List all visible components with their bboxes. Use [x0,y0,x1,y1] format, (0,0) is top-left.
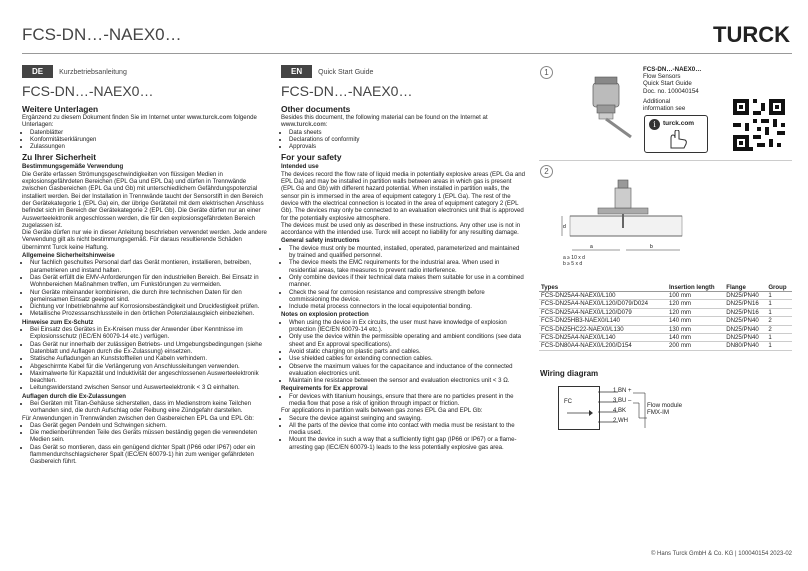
info-model: FCS-DN…-NAEX0… [643,66,702,73]
info-see: information see [643,105,686,113]
list-item: • Das Gerät erfüllt die EMV-Anforderungen für den industriellen Bereich. Bei Einsatz in Wohnbereichen Maßnahmen treffen, um Funkstörungen zu vermeiden. [30,274,269,289]
website-button[interactable] [644,115,708,153]
col-insertion: Insertion length [667,284,724,292]
list-item: • Use shielded cables for extending connection cables. [289,355,526,362]
de-docs-link[interactable]: www.turck.com [186,114,232,121]
list-item: • Bei Geräten mit Titan-Gehäuse sicherstellen, dass im Medienstrom keine Teilchen vorhanden sind, die durch Aufschlag oder Reibung eine Zündgefahr darstellen. [30,400,269,415]
info-line2: Quick Start Guide [643,80,692,88]
en-h-use: Intended use [281,163,319,171]
list-item: • Konformitätserklärungen [30,136,269,143]
list-item: • For devices with titanium housings, ensure that there are no particles present in the media flow that pose a risk of ignition through impact or friction. [289,393,526,408]
turck-logo: TURCK [713,22,790,47]
de-h-docs: Weitere Unterlagen [22,104,99,114]
info-line3: Doc. no. 100040154 [643,87,699,95]
german-column [22,65,269,466]
en-docs-intro: Besides this document, the following material can be found on the Internet at www.turck.com: [281,114,488,129]
en-general-list [281,245,526,311]
de-aux-text: Für Anwendungen in Trennwänden zwischen den Gasbereichen EPL Ga und EPL Gb: [22,414,254,422]
de-general-list [22,259,269,317]
de-use-text-2: Die Geräte dürfen nur wie in dieser Anleitung beschrieben verwendet werden. Jede andere Verwendung gilt als nicht bestimmungsgemäß. Für daraus resultierende Schäden übernimmt Turck keine Haftung. [22,229,267,251]
table-row: FCS-DN25A4-NAEX0/L120/D079 120 mm DN25/PN16 1 [539,308,792,316]
col-flange: Flange [724,284,766,292]
list-item: • Das Gerät so montieren, dass ein genügend dichter Spalt (IP66 oder IP67) oder ein flammendurchschlagsicherer Spalt (IEC/EN 60079-1) hin zum weniger gefährdeten Gasbereich führt. [30,444,269,466]
en-aux-list [281,393,526,408]
pin-3: 3 BU – [613,398,632,404]
de-docs-list [22,129,269,151]
table-row: FCS-DN25HB3-NAEX0/L140 140 mm DN25/PN40 2 [539,317,792,325]
list-item: • When using the device in Ex circuits, the user must have knowledge of explosion protection (IEC/EN 60079-14 etc.). [289,319,526,334]
de-aux-list [22,400,269,415]
en-use-text: The devices record the flow rate of liquid media in potentially explosive areas (EPL Ga and EPL Da) and may be installed in partition walls between areas in which gas is present (EPL Ga and Gb) with different hazard potential. When installed in partition walls, the sensor pin is immersed in the area of equipment category 1 (EPL Ga). The rest of the device with the electrical connection is located in the area of equipment category 2 (EPL Gb). The devices may only be connected to an evaluation electronics unit that is approved for the potentially explosive atmosphere. [281,170,525,222]
list-item: • The device meets the EMC requirements for the industrial area. When used in residential areas, take measures to prevent radio interference. [289,259,526,274]
list-item: • Only use the device within the permissible operating and ambient conditions (see data sheet and Ex approval specifications). [289,333,526,348]
list-item: • Data sheets [289,129,526,136]
de-h-general: Allgemeine Sicherheitshinweise [22,252,115,260]
en-docs-link[interactable]: www.turck.com [281,121,326,129]
pin-4: 4 BK [613,408,627,414]
en-aux-text: For applications in partition walls between gas zones EPL Ga and EPL Gb: [281,407,483,415]
col-types: Types [539,284,667,292]
list-item: • Maintain line resistance between the sensor and evaluation electronics unit < 3 Ω. [289,377,526,384]
list-item: • Abgeschirmte Kabel für die Verlängerung von Anschlussleitungen verwenden. [30,363,269,370]
list-item: • Secure the device against swinging and swaying. [289,415,526,422]
list-item: • Statische Aufladungen an Kunststoffteilen und Kabeln verhindern. [30,355,269,362]
qr-code-icon [733,99,785,151]
list-item: • Das Gerät nur innerhalb der zulässigen Betriebs- und Umgebungsbedingungen (siehe Datenblatt und Auflagen durch die Ex-Zulassung) einsetzen. [30,341,269,356]
footer-text: © Hans Turck GmbH & Co. KG | 100040154 2023-02 [650,551,792,557]
list-item: • Maximalwerte für Kapazität und Induktivität der angeschlossenen Auswerteelektronik beachten. [30,370,269,385]
table-row: FCS-DN25A4-NAEX0/L100 100 mm DN25/PN40 1 [539,292,792,300]
list-item: • All the parts of the device that come into contact with media must be resistant to the media used. [289,422,526,437]
flow-arrow-icon [567,407,593,419]
list-item: • Approvals [289,143,526,150]
de-h-aux: Auflagen durch die Ex-Zulassungen [22,392,126,400]
en-aux-list-2 [281,415,526,451]
col-group: Group [766,284,792,292]
info-line1: Flow Sensors [643,73,681,81]
en-ex-list [281,319,526,385]
en-h-ex: Notes on explosion protection [281,311,369,319]
dim-b: b ≥ 5 x d [563,261,583,267]
module-line1: Flow module [647,402,683,409]
list-item: • Include metal process connectors in the local equipotential bonding. [289,303,526,310]
list-item: • Metallische Prozessanschlussteile in den örtlichen Potenzialausgleich einbeziehen. [30,310,269,317]
table-row: FCS-DN25HC22-NAEX0/L130 130 mm DN25/PN40 2 [539,325,792,333]
de-title: FCS-DN…-NAEX0… [22,83,154,99]
de-aux-list-2 [22,422,269,466]
en-h-aux: Requirements for Ex approval [281,385,368,393]
en-h-docs: Other documents [281,104,351,114]
figure-2-number: 2 [540,165,553,178]
dim-a: a ≥ 10 x d [563,255,585,261]
fc-label: FC [564,399,572,405]
types-table [539,284,792,351]
table-row: FCS-DN80A4-NAEX0/L200/D154 200 mm DN80/PN40 1 [539,342,792,350]
list-item: • Das Gerät gegen Pendeln und Schwingen sichern. [30,422,269,429]
sensor-illustration [575,75,635,140]
module-label [647,402,682,416]
module-line2: FMX-IM [647,409,669,417]
pin-1: 1 BN + [613,388,632,394]
en-title: FCS-DN…-NAEX0… [281,83,413,99]
list-item: • Observe the maximum values for the capacitance and inductance of the connected evaluation electronics unit. [289,363,526,378]
list-item: • Mount the device in such a way that a sufficiently tight gap (IP66 or IP67) or a flame-arresting gap (IEC/EN 60079-1) leads to the less potentially explosive gas area. [289,436,526,451]
de-h-safety: Zu Ihrer Sicherheit [22,152,96,163]
lang-tag-de: DE [22,65,53,78]
list-item: • Nur Geräte miteinander kombinieren, die durch ihre technischen Daten für den gemeinsamen Einsatz geeignet sind. [30,289,269,304]
en-h-general: General safety instructions [281,237,360,245]
en-subtitle: Quick Start Guide [318,69,374,76]
svg-text:d: d [563,224,566,230]
pin-2: 2 WH [613,418,628,424]
header-title: FCS-DN…-NAEX0… [22,25,182,44]
pin-labels [613,386,632,426]
list-item: • Avoid static charging on plastic parts and cables. [289,348,526,355]
list-item: • Only combine devices if their technical data makes them suitable for use in a combined manner. [289,274,526,289]
info-block [643,66,733,112]
list-item: • Dichtung vor Inbetriebnahme auf Korrosionsbeständigkeit und Druckfestigkeit prüfen. [30,303,269,310]
list-item: • Nur fachlich geschultes Personal darf das Gerät montieren, installieren, betreiben, parametrieren und instand halten. [30,259,269,274]
list-item: • Datenblätter [30,129,269,136]
en-use-text-2: The devices must be used only as described in these instructions. Any other use is not in accordance with the intended use. Turck will accept no liability for any resulting damage. [281,221,521,237]
list-item: • Declarations of conformity [289,136,526,143]
english-column [281,65,526,451]
wiring-title: Wiring diagram [540,369,599,378]
lang-tag-en: EN [281,65,312,78]
table-row: FCS-DN25A4-NAEX0/L120/D079/D024 120 mm DN25/PN16 1 [539,300,792,308]
de-h-ex: Hinweise zum Ex-Schutz [22,318,94,326]
en-docs-list [281,129,526,151]
list-item: • The device must only be mounted, installed, operated, parameterized and maintained by trained and qualified personnel. [289,245,526,260]
dimension-notes [563,255,585,267]
website-label: turck.com [663,120,695,127]
info-additional: Additional [643,97,671,105]
svg-text:a: a [590,244,593,250]
table-row: FCS-DN25A4-NAEX0/L140 140 mm DN25/PN40 1 [539,334,792,342]
de-use-text: Die Geräte erfassen Strömungsgeschwindigkeiten von flüssigen Medien in explosionsgefährdeten Bereichen (EPL Ga und EPL Da) und dürfen in Trennwände zwischen Gasbereichen (EPL Ga und Gb) mit unterschiedlichem Gefährdungspotenzial installiert werden. Bei der Installation in Trennwände taucht der Sensorstift in den Bereich der Gerätekategorie 1 (EPL Ga) ein, der übrige Geräteteil mit dem elektrischen Anschluss befindet sich im Bereich der Gerätekategorie 2 (EPL Gb). Die Geräte dürfen nur an einer Auswerteelektronik angeschlossen werden, die für den explosionsgefährdeten Bereich zugelassen ist. [22,170,264,229]
list-item: • Zulassungen [30,143,269,150]
header-divider [22,53,792,54]
info-icon: i [649,119,660,130]
list-item: • Leitungswiderstand zwischen Sensor und Auswerteelektronik < 3 Ω einhalten. [30,384,269,391]
figure-1-number: 1 [540,66,553,79]
de-docs-intro: Ergänzend zu diesem Dokument finden Sie im Internet unter www.turck.com folgende Unterlagen: [22,114,257,129]
list-item: • Check the seal for corrosion resistance and compressive strength before commissioning the device. [289,289,526,304]
list-item: • Die medienberührenden Teile des Geräts müssen beständig gegen die verwendeten Medien sein. [30,429,269,444]
pointer-hand-icon [665,130,689,150]
figure-divider [539,160,792,161]
list-item: • Bei Einsatz des Gerätes in Ex-Kreisen muss der Anwender über Kenntnisse im Explosionsschutz (IEC/EN 60079-14 etc.) verfügen. [30,326,269,341]
de-subtitle: Kurzbetriebsanleitung [59,69,127,76]
de-h-use: Bestimmungsgemäße Verwendung [22,163,124,171]
svg-text:b: b [650,244,653,250]
en-h-safety: For your safety [281,152,342,163]
table-header-row [539,284,792,292]
fc-box [558,386,600,430]
de-ex-list [22,326,269,392]
